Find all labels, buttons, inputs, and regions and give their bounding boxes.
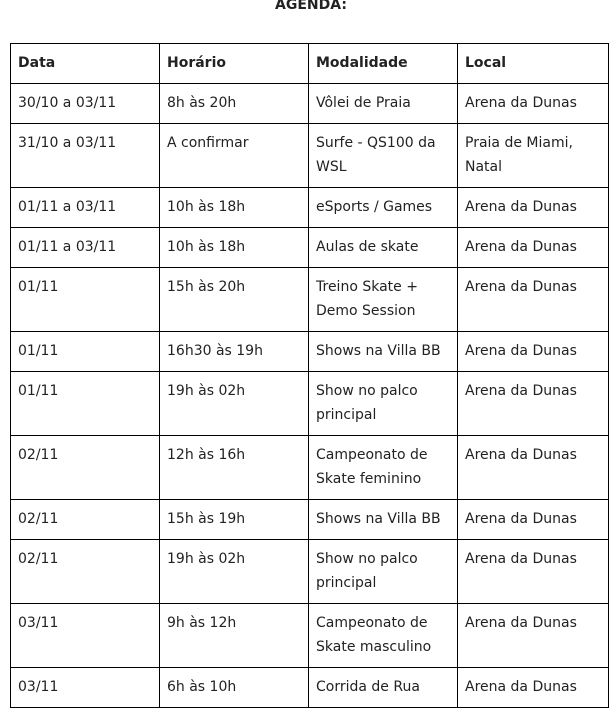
cell-data: 01/11 xyxy=(11,332,160,372)
table-row xyxy=(11,332,609,372)
cell-data: 02/11 xyxy=(11,436,160,500)
cell-horario: 15h às 20h xyxy=(160,268,309,332)
cell-local: Arena da Dunas xyxy=(458,332,609,372)
cell-modalidade: Surfe - QS100 da WSL xyxy=(309,124,458,188)
cell-data: 30/10 a 03/11 xyxy=(11,84,160,124)
cell-local: Arena da Dunas xyxy=(458,84,609,124)
cell-modalidade: Treino Skate + Demo Session xyxy=(309,268,458,332)
cell-modalidade: Shows na Villa BB xyxy=(309,500,458,540)
table-row xyxy=(11,540,609,604)
cell-local: Arena da Dunas xyxy=(458,540,609,604)
cell-horario: 10h às 18h xyxy=(160,228,309,268)
cell-data: 31/10 a 03/11 xyxy=(11,124,160,188)
cell-data: 03/11 xyxy=(11,604,160,668)
cell-horario: 9h às 12h xyxy=(160,604,309,668)
cell-data: 03/11 xyxy=(11,668,160,708)
cell-local: Arena da Dunas xyxy=(458,500,609,540)
cell-data: 01/11 a 03/11 xyxy=(11,228,160,268)
cell-local: Arena da Dunas xyxy=(458,668,609,708)
cell-modalidade: eSports / Games xyxy=(309,188,458,228)
cell-modalidade: Vôlei de Praia xyxy=(309,84,458,124)
header-data: Data xyxy=(11,44,160,84)
cell-horario: 16h30 às 19h xyxy=(160,332,309,372)
cell-local: Arena da Dunas xyxy=(458,228,609,268)
table-row xyxy=(11,668,609,708)
cell-local: Arena da Dunas xyxy=(458,604,609,668)
cell-data: 01/11 a 03/11 xyxy=(11,188,160,228)
table-row xyxy=(11,124,609,188)
cell-modalidade: Show no palco principal xyxy=(309,372,458,436)
cell-horario: 10h às 18h xyxy=(160,188,309,228)
header-modalidade: Modalidade xyxy=(309,44,458,84)
cell-local: Arena da Dunas xyxy=(458,268,609,332)
cell-modalidade: Shows na Villa BB xyxy=(309,332,458,372)
cell-horario: 15h às 19h xyxy=(160,500,309,540)
cell-data: 02/11 xyxy=(11,500,160,540)
cell-modalidade: Campeonato de Skate feminino xyxy=(309,436,458,500)
table-row xyxy=(11,84,609,124)
cell-horario: 19h às 02h xyxy=(160,540,309,604)
page-title: AGENDA: xyxy=(275,0,347,13)
cell-data: 01/11 xyxy=(11,268,160,332)
cell-local: Arena da Dunas xyxy=(458,436,609,500)
cell-modalidade: Aulas de skate xyxy=(309,228,458,268)
agenda-table xyxy=(10,43,609,708)
cell-horario: 8h às 20h xyxy=(160,84,309,124)
table-row xyxy=(11,188,609,228)
cell-local: Arena da Dunas xyxy=(458,372,609,436)
table-row xyxy=(11,268,609,332)
cell-data: 01/11 xyxy=(11,372,160,436)
header-horario: Horário xyxy=(160,44,309,84)
cell-modalidade: Campeonato de Skate masculino xyxy=(309,604,458,668)
cell-horario: 12h às 16h xyxy=(160,436,309,500)
cell-horario: A confirmar xyxy=(160,124,309,188)
cell-modalidade: Corrida de Rua xyxy=(309,668,458,708)
cell-local: Praia de Miami, Natal xyxy=(458,124,609,188)
header-local: Local xyxy=(458,44,609,84)
table-row xyxy=(11,372,609,436)
cell-horario: 19h às 02h xyxy=(160,372,309,436)
table-row xyxy=(11,436,609,500)
cell-local: Arena da Dunas xyxy=(458,188,609,228)
table-row xyxy=(11,604,609,668)
cell-horario: 6h às 10h xyxy=(160,668,309,708)
cell-modalidade: Show no palco principal xyxy=(309,540,458,604)
table-row xyxy=(11,500,609,540)
table-row xyxy=(11,228,609,268)
table-header-row xyxy=(11,44,609,84)
cell-data: 02/11 xyxy=(11,540,160,604)
